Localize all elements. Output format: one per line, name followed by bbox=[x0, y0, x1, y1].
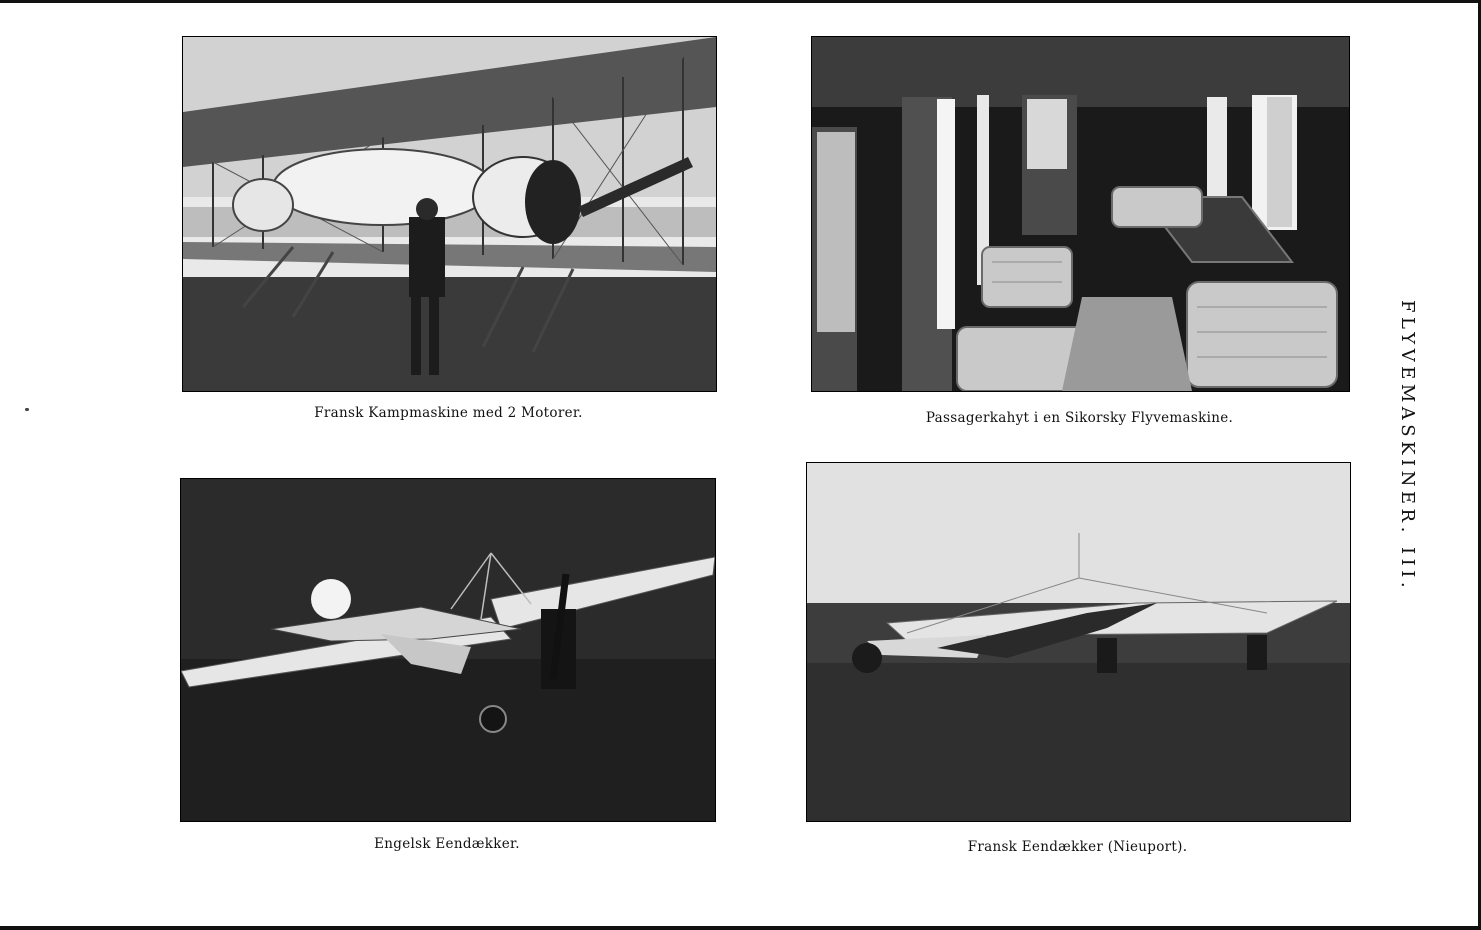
page-top-border bbox=[0, 0, 1481, 3]
caption-nieuport-monoplane: Fransk Eendækker (Nieuport). bbox=[967, 839, 1188, 855]
page-bottom-border bbox=[0, 926, 1481, 930]
photo-french-combat-plane bbox=[182, 36, 717, 392]
photo-nieuport-monoplane bbox=[806, 462, 1351, 822]
caption-english-monoplane: Engelsk Eendækker. bbox=[374, 836, 520, 852]
caption-french-combat-plane: Fransk Kampmaskine med 2 Motorer. bbox=[314, 405, 583, 421]
caption-sikorsky-cabin: Passagerkahyt i en Sikorsky Flyvemaskine. bbox=[925, 410, 1234, 426]
page-side-title: FLYVEMASKINER. III. bbox=[1397, 300, 1418, 593]
photo-sikorsky-cabin bbox=[811, 36, 1350, 392]
photo-english-monoplane bbox=[180, 478, 716, 822]
print-speck bbox=[25, 408, 29, 411]
